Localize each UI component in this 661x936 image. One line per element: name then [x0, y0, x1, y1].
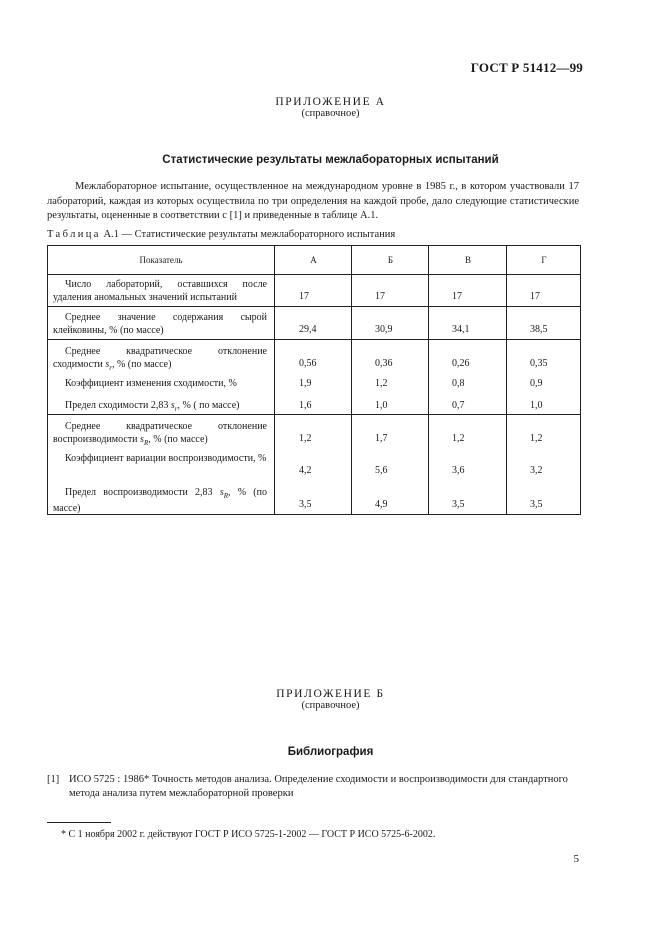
- cell-rep-sd-g: 0,35: [530, 358, 548, 369]
- header-col-b: Б: [387, 255, 394, 265]
- row-label-reproducibility-limit: [53, 487, 267, 515]
- cell-rep-cv-a: 1,9: [299, 378, 312, 389]
- cell-gluten-g: 38,5: [530, 324, 548, 335]
- cell-repro-cv-a: 4,2: [299, 465, 312, 476]
- symbol: s: [219, 487, 224, 498]
- bibliography-heading: Библиография: [287, 746, 374, 758]
- symbol: s: [170, 400, 175, 411]
- row-label-repeatability-limit: [53, 400, 267, 416]
- cell-repro-limit-v: 3,5: [452, 499, 465, 510]
- cell-repro-cv-g: 3,2: [530, 465, 543, 476]
- footnote-rule: [47, 822, 111, 823]
- cell-rep-limit-b: 1,0: [375, 400, 388, 411]
- subscript: r: [174, 405, 178, 413]
- cell-rep-limit-a: 1,6: [299, 400, 312, 411]
- cell-repro-sd-g: 1,2: [530, 433, 543, 444]
- appendix-a-heading: Статистические результаты межлабораторных испытаний: [162, 154, 499, 166]
- document-code: ГОСТ Р 51412—99: [470, 60, 583, 75]
- row-label-reproducibility-cv: Коэффициент вариации воспроизводимости, %: [65, 453, 267, 464]
- cell-repro-limit-b: 4,9: [375, 499, 388, 510]
- subscript: r: [109, 363, 112, 372]
- label-text: , % (по массе): [148, 433, 208, 445]
- header-col-g: Г: [541, 255, 547, 265]
- cell-repro-cv-v: 3,6: [452, 465, 465, 476]
- cell-labs-a: 17: [299, 291, 309, 302]
- cell-gluten-b: 30,9: [375, 324, 393, 335]
- intro-paragraph: Межлабораторное испытание, осуществленное на международном уровне в 1985 г., в котором участвовали 17 лабораторий, каждая из которых осуществила по три определения на каждой пробе, дало следующие статистические результаты, оцененные в соответствии с [1] и приведенные в таблице А.1.: [47, 181, 579, 221]
- cell-repro-limit-g: 3,5: [530, 499, 543, 510]
- cell-rep-limit-v: 0,7: [452, 400, 465, 411]
- appendix-b-subtitle: (справочное): [301, 700, 360, 711]
- results-table: [47, 245, 581, 515]
- cell-labs-v: 17: [452, 291, 462, 302]
- label-text: Среднее квадратическое отклонение воспроизводимости: [53, 421, 267, 445]
- reference-marker: [1]: [47, 774, 60, 785]
- symbol: s: [105, 358, 110, 370]
- cell-gluten-v: 34,1: [452, 324, 470, 335]
- cell-rep-cv-v: 0,8: [452, 378, 465, 389]
- cell-rep-sd-b: 0,36: [375, 358, 393, 369]
- cell-labs-b: 17: [375, 291, 385, 302]
- cell-rep-limit-g: 1,0: [530, 400, 543, 411]
- reference-text: ИСО 5725 : 1986* Точность методов анализа. Определение сходимости и воспроизводимости для стандартного метода анализа путем межлабораторной проверки: [69, 774, 568, 799]
- footnote: * С 1 ноября 2002 г. действуют ГОСТ Р ИСО 5725-1-2002 — ГОСТ Р ИСО 5725-6-2002.: [61, 829, 436, 840]
- label-text: Предел сходимости 2,83: [65, 400, 171, 411]
- cell-labs-g: 17: [530, 291, 540, 302]
- row-label-repeatability-sd: [53, 346, 267, 374]
- cell-repro-limit-a: 3,5: [299, 499, 312, 510]
- table-caption-prefix: Таблица: [47, 229, 101, 240]
- row-label-repeatability-cv: Коэффициент изменения сходимости, %: [65, 378, 237, 389]
- cell-rep-cv-g: 0,9: [530, 378, 543, 389]
- cell-gluten-a: 29,4: [299, 324, 317, 335]
- appendix-b-title: ПРИЛОЖЕНИЕ Б: [276, 688, 385, 700]
- table-caption: [47, 229, 395, 240]
- label-text: , % ( по массе): [177, 400, 240, 411]
- cell-repro-sd-b: 1,7: [375, 433, 388, 444]
- label-text: , % (по массе): [111, 358, 172, 370]
- label-text: , % (по массе): [53, 487, 267, 514]
- cell-repro-cv-b: 5,6: [375, 465, 388, 476]
- row-label-gluten-mean: Среднее значение содержания сырой клейковины, % (по массе): [53, 312, 267, 336]
- page-number: 5: [573, 853, 579, 865]
- label-text: Среднее квадратическое отклонение сходимости: [53, 346, 267, 370]
- row-label-reproducibility-sd: [53, 421, 267, 449]
- header-col-a: А: [310, 255, 317, 265]
- label-text: Предел воспроизводимости 2,83: [65, 487, 220, 498]
- subscript: R: [143, 438, 149, 447]
- appendix-a-title: ПРИЛОЖЕНИЕ А: [275, 96, 386, 108]
- cell-repro-sd-a: 1,2: [299, 433, 312, 444]
- table-caption-text: А.1 — Статистические результаты межлабораторного испытания: [103, 229, 396, 240]
- bibliography-entry: [47, 773, 587, 800]
- header-col-v: В: [464, 255, 471, 265]
- cell-repro-sd-v: 1,2: [452, 433, 465, 444]
- cell-rep-sd-a: 0,56: [299, 358, 317, 369]
- cell-rep-sd-v: 0,26: [452, 358, 470, 369]
- appendix-a-subtitle: (справочное): [301, 108, 360, 119]
- symbol: s: [140, 433, 144, 445]
- subscript: R: [223, 492, 228, 500]
- header-indicator: Показатель: [139, 255, 183, 265]
- row-label-labs-count: Число лабораторий, оставшихся после удаления аномальных значений испытаний: [53, 279, 267, 303]
- cell-rep-cv-b: 1,2: [375, 378, 388, 389]
